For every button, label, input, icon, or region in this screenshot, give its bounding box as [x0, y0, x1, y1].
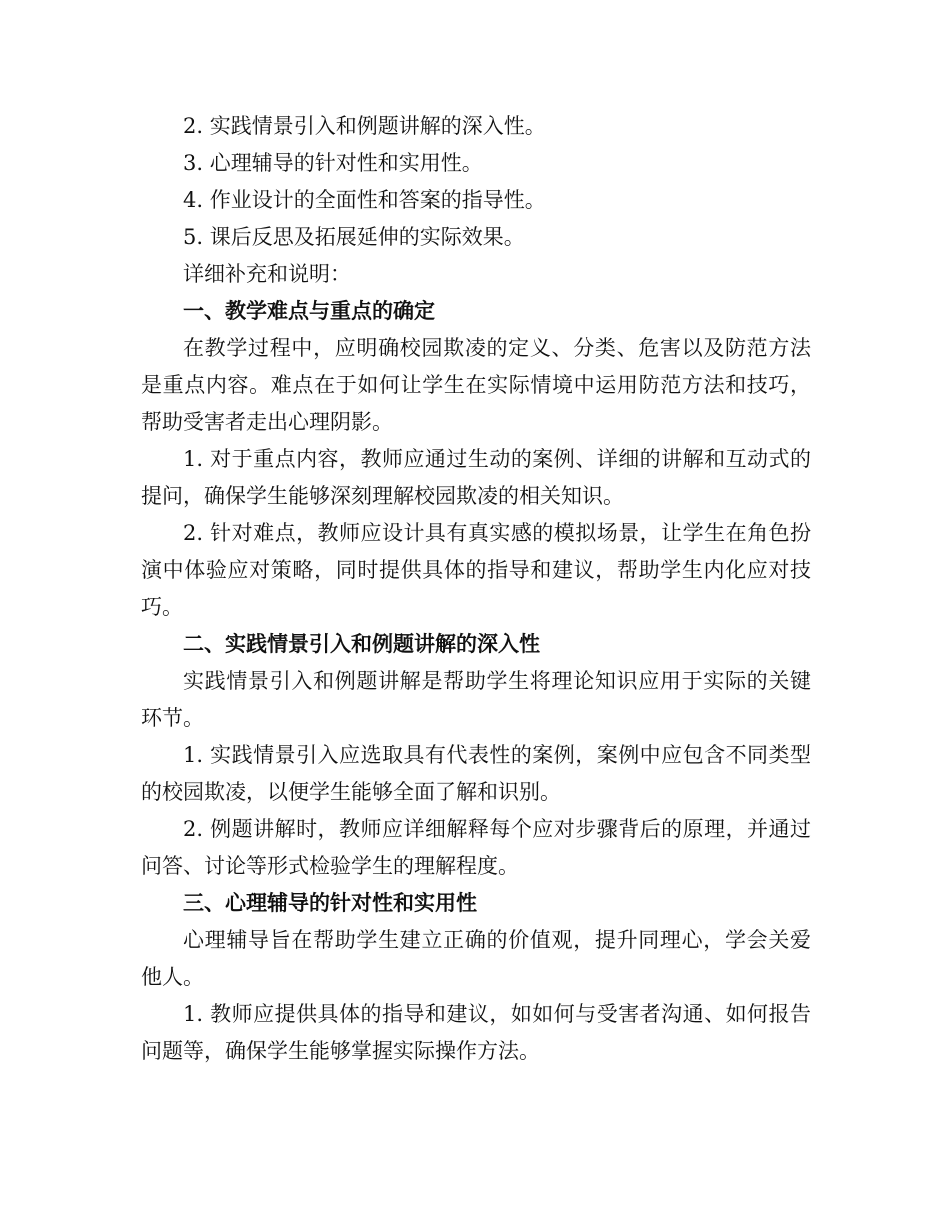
section-1-point-2: 2. 针对难点，教师应设计具有真实感的模拟场景，让学生在角色扮演中体验应对策略，同时提供具体的指导和建议，帮助学生内化应对技巧。 — [141, 521, 811, 619]
section-2-point-2: 2. 例题讲解时，教师应详细解释每个应对步骤背后的原理，并通过问答、讨论等形式检验学生的理解程度。 — [141, 817, 811, 878]
section-3-point-1: 1. 教师应提供具体的指导和建议，如如何与受害者沟通、如何报告问题等，确保学生能够掌握实际操作方法。 — [141, 1002, 811, 1063]
section-2-point-1: 1. 实践情景引入应选取具有代表性的案例，案例中应包含不同类型的校园欺凌，以便学生能够全面了解和识别。 — [141, 743, 811, 804]
supplement-intro: 详细补充和说明： — [183, 262, 351, 286]
section-1-point-1: 1. 对于重点内容，教师应通过生动的案例、详细的讲解和互动式的提问，确保学生能够深刻理解校园欺凌的相关知识。 — [141, 447, 811, 508]
section-heading-1: 一、教学难点与重点的确定 — [183, 299, 435, 323]
section-1-paragraph: 在教学过程中，应明确校园欺凌的定义、分类、危害以及防范方法是重点内容。难点在于如何让学生在实际情境中运用防范方法和技巧，帮助受害者走出心理阴影。 — [141, 336, 811, 434]
section-heading-2: 二、实践情景引入和例题讲解的深入性 — [183, 632, 540, 656]
section-3-paragraph: 心理辅导旨在帮助学生建立正确的价值观，提升同理心，学会关爱他人。 — [141, 928, 811, 989]
list-item-5: 5. 课后反思及拓展延伸的实际效果。 — [183, 225, 525, 249]
document-body — [141, 108, 811, 1070]
list-item-4: 4. 作业设计的全面性和答案的指导性。 — [183, 188, 546, 212]
list-item-3: 3. 心理辅导的针对性和实用性。 — [183, 151, 483, 175]
section-2-paragraph: 实践情景引入和例题讲解是帮助学生将理论知识应用于实际的关键环节。 — [141, 669, 811, 730]
section-heading-3: 三、心理辅导的针对性和实用性 — [183, 891, 477, 915]
list-item-2: 2. 实践情景引入和例题讲解的深入性。 — [183, 114, 546, 138]
